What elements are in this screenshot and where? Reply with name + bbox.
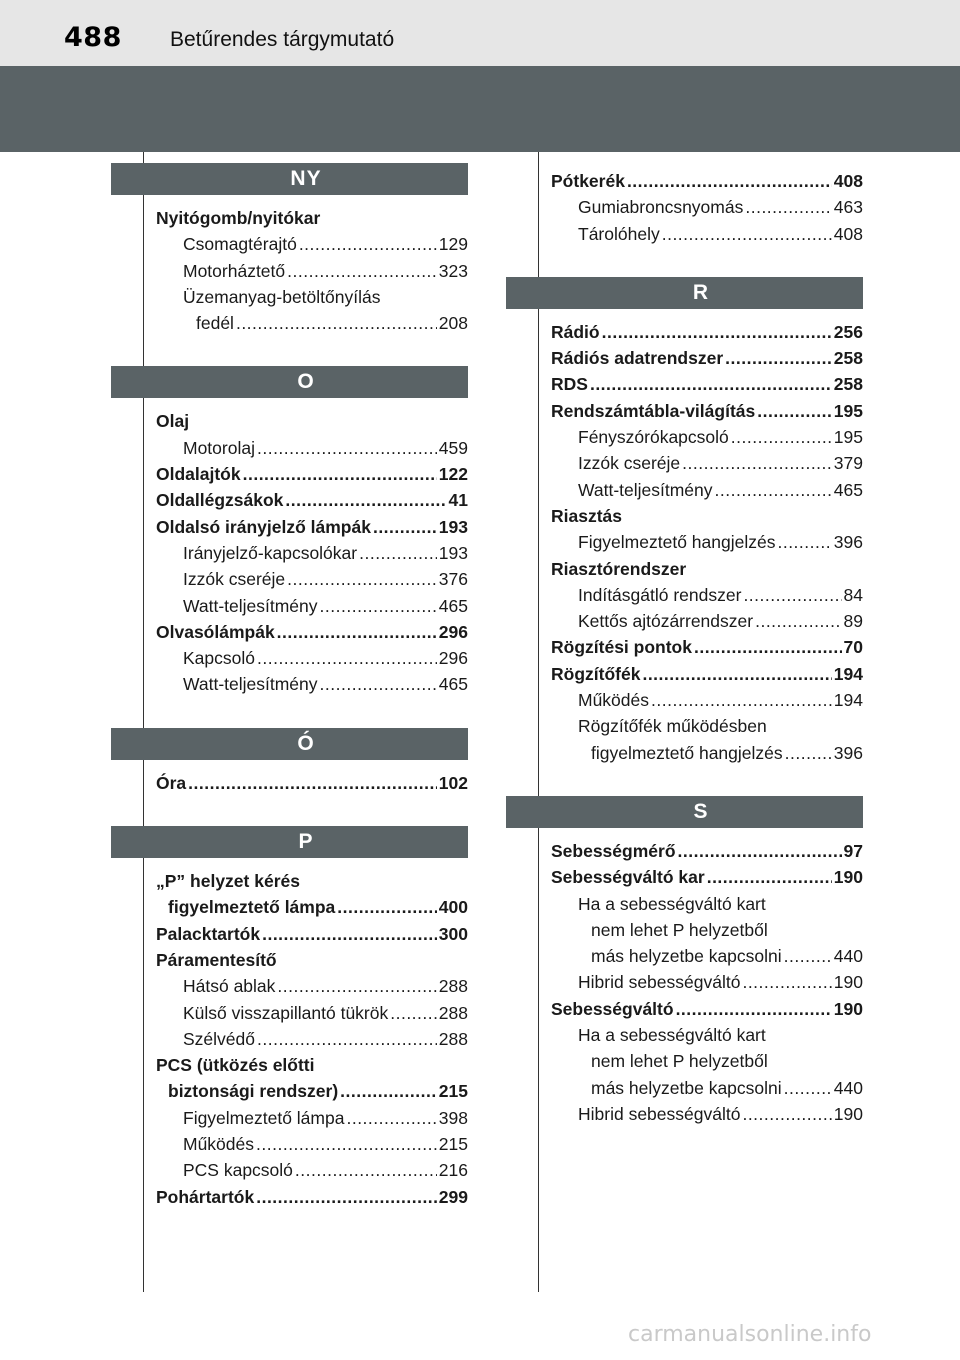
index-entry: PCS (ütközés előtti [156,1055,315,1076]
page-title: Betűrendes tárgymutató [170,28,395,51]
index-entry: Működés ..... 215 [156,1131,468,1157]
index-entry: Hibrid sebességváltó ..... 190 [551,969,863,995]
index-entry: Rögzítési pontok ..... 70 [551,634,863,660]
page-ref: 102 [438,772,468,793]
index-entry: Watt-teljesítmény ..... 465 [551,477,863,503]
page-ref: 440 [833,946,863,967]
index-entry: Hibrid sebességváltó ..... 190 [551,1101,863,1127]
index-entry: Páramentesítő [156,949,277,970]
index-entry: Rádiós adatrendszer ..... 258 [551,345,863,371]
page-ref: 41 [448,490,468,511]
index-entry: PCS kapcsoló ..... 216 [156,1157,468,1183]
index-entry: Sebességváltó kar ..... 190 [551,864,863,890]
index-entry: figyelmeztető lámpa ..... 400 [156,894,468,920]
index-entry: Működés ..... 194 [551,687,863,713]
page-number: 488 [64,22,122,53]
page-ref: 70 [843,637,863,658]
index-entry: Rendszámtábla-világítás ..... 195 [551,398,863,424]
section-header-o: O [111,366,468,398]
index-entry: Kapcsoló ..... 296 [156,645,468,671]
page-ref: 258 [833,374,863,395]
section-header-p: P [111,826,468,858]
page-ref: 193 [438,542,468,563]
index-entry: Izzók cseréje ..... 379 [551,450,863,476]
index-entry: nem lehet P helyzetből [591,1051,768,1072]
index-column-left [143,152,468,1292]
index-entry: Pótkerék ..... 408 [551,168,863,194]
index-entry: Szélvédő ..... 288 [156,1026,468,1052]
page-ref: 216 [438,1160,468,1181]
page-ref: 190 [833,1103,863,1124]
index-entry: Óra ..... 102 [156,770,468,796]
page-ref: 379 [833,453,863,474]
index-entry: Rögzítőfék ..... 194 [551,661,863,687]
page-ref: 97 [843,840,863,861]
page-ref: 440 [833,1077,863,1098]
index-entry: Tárolóhely ..... 408 [551,221,863,247]
page-ref: 288 [438,1028,468,1049]
index-entry: Olvasólámpák ..... 296 [156,619,468,645]
index-entry: Kettős ajtózárrendszer ..... 89 [551,608,863,634]
index-entry: Irányjelző-kapcsolókar ..... 193 [156,540,468,566]
page-ref: 288 [438,976,468,997]
index-entry: fedél ..... 208 [156,310,468,336]
page-ref: 396 [833,742,863,763]
section-header-s: S [506,796,863,828]
header-bar [0,0,960,66]
header-band [0,66,960,152]
page-ref: 195 [833,427,863,448]
index-entry: Motorolaj ..... 459 [156,435,468,461]
index-entry: Külső visszapillantó tükrök ..... 288 [156,1000,468,1026]
watermark: carmanualsonline.info [628,1322,872,1347]
page-ref: 215 [438,1134,468,1155]
page-ref: 396 [833,532,863,553]
index-entry: Sebességváltó ..... 190 [551,996,863,1022]
page-ref: 84 [843,584,863,605]
index-entry: Figyelmeztető hangjelzés ..... 396 [551,529,863,555]
index-entry: Oldalsó irányjelző lámpák ..... 193 [156,514,468,540]
page-ref: 89 [843,611,863,632]
page-ref: 465 [438,595,468,616]
index-entry: Üzemanyag-betöltőnyílás [183,286,381,307]
page-ref: 408 [833,171,863,191]
index-entry: Indításgátló rendszer ..... 84 [551,582,863,608]
index-entry: Olaj [156,411,190,432]
index-entry: Nyitógomb/nyitókar [156,208,321,228]
index-entry: „P” helyzet kérés [156,871,300,892]
index-entry: Rádió ..... 256 [551,319,863,345]
index-entry: Motorháztető ..... 323 [156,258,468,284]
index-entry: Oldallégzsákok ..... 41 [156,487,468,513]
page-ref: 129 [438,234,468,255]
index-entry: Riasztórendszer [551,558,687,579]
index-entry: RDS ..... 258 [551,371,863,397]
page-ref: 463 [833,197,863,218]
index-entry: Izzók cseréje ..... 376 [156,566,468,592]
page-ref: 296 [438,621,468,642]
page-ref: 190 [833,998,863,1019]
page-ref: 194 [833,690,863,711]
page-ref: 408 [833,223,863,244]
index-entry: figyelmeztető hangjelzés ..... 396 [551,740,863,766]
index-entry: Ha a sebességváltó kart [578,893,766,914]
page-ref: 288 [438,1002,468,1023]
page-ref: 459 [438,437,468,458]
index-entry: Watt-teljesítmény ..... 465 [156,671,468,697]
page-ref: 398 [438,1107,468,1128]
index-entry: Riasztás [551,505,623,526]
index-entry: Ha a sebességváltó kart [578,1025,766,1046]
page-ref: 190 [833,972,863,993]
index-entry: Hátsó ablak ..... 288 [156,973,468,999]
page-ref: 465 [833,479,863,500]
page-ref: 193 [438,516,468,537]
page-ref: 296 [438,648,468,669]
page-ref: 300 [438,923,468,944]
index-entry: Watt-teljesítmény ..... 465 [156,593,468,619]
index-entry: Sebességmérő ..... 97 [551,838,863,864]
page-ref: 122 [438,464,468,485]
index-entry: Palacktartók ..... 300 [156,921,468,947]
page-ref: 194 [833,663,863,684]
page-ref: 256 [833,321,863,342]
index-entry: Oldalajtók ..... 122 [156,461,468,487]
index-entry: más helyzetbe kapcsolni ..... 440 [551,1075,863,1101]
page-ref: 258 [833,348,863,369]
index-entry: Pohártartók ..... 299 [156,1184,468,1210]
page-ref: 195 [833,400,863,421]
index-entry: Figyelmeztető lámpa ..... 398 [156,1105,468,1131]
section-header-r: R [506,277,863,309]
page-ref: 299 [438,1186,468,1207]
page-ref: 190 [833,867,863,888]
index-entry: Gumiabroncsnyomás ..... 463 [551,194,863,220]
index-entry: biztonsági rendszer) ..... 215 [156,1078,468,1104]
index-entry: Csomagtérajtó ..... 129 [156,231,468,257]
index-column-right [538,152,863,1292]
index-entry: Fényszórókapcsoló ..... 195 [551,424,863,450]
index-entry: más helyzetbe kapcsolni ..... 440 [551,943,863,969]
section-header-ny: NY [111,163,468,195]
page-ref: 208 [438,313,468,334]
page-ref: 465 [438,674,468,695]
section-header-oo: Ó [111,728,468,760]
page-ref: 215 [438,1081,468,1102]
index-entry: Rögzítőfék működésben [578,716,767,737]
page-ref: 400 [438,897,468,918]
page-ref: 376 [438,569,468,590]
page-ref: 323 [438,260,468,281]
index-entry: nem lehet P helyzetből [591,919,768,940]
